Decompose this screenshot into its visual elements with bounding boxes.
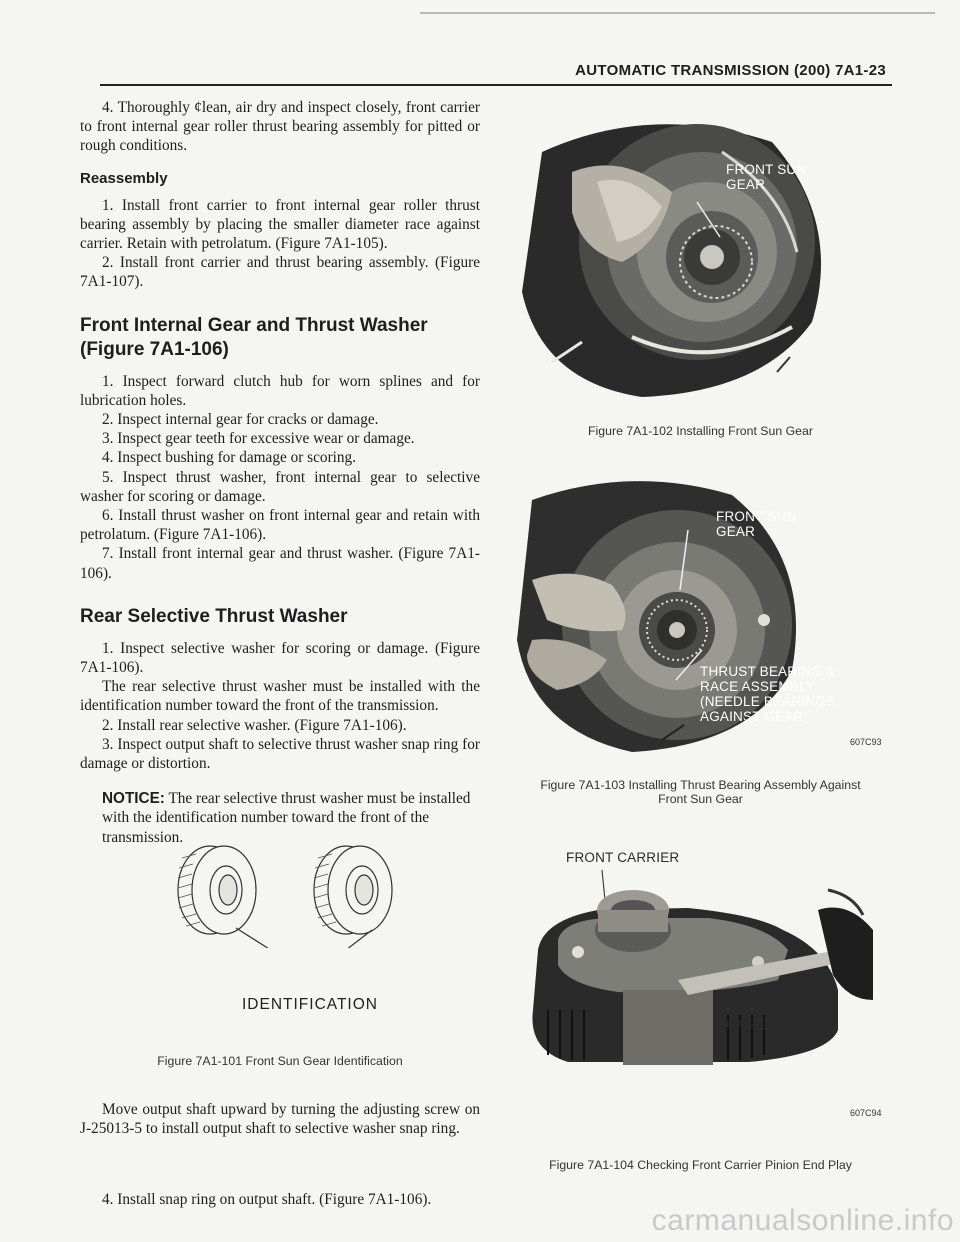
watermark: carmanualsonline.info: [651, 1204, 954, 1237]
front-internal-step: 5. Inspect thrust washer, front internal gear to selective washer for scoring or damage.: [80, 468, 480, 505]
figure-104-caption: Figure 7A1-104 Checking Front Carrier Pinion End Play: [549, 1158, 852, 1172]
move-output-shaft-para: Move output shaft upward by turning the adjusting screw on J-25013-5 to install output shaft to selective washer snap ring.: [80, 1101, 480, 1138]
final-step: 4. Install snap ring on output shaft. (Figure 7A1-106).: [102, 1191, 432, 1209]
figure-103-label-sun-gear: FRONT SUN GEAR: [716, 509, 797, 539]
reassembly-step: 1. Install front carrier to front internal gear roller thrust bearing assembly by placing the smaller diameter race against carrier. Retain with petrolatum. (Figure 7A1-105).: [80, 196, 480, 253]
front-internal-step: 3. Inspect gear teeth for excessive wear or damage.: [102, 430, 415, 448]
figure-102-caption: Figure 7A1-102 Installing Front Sun Gear: [588, 424, 813, 438]
page-title: AUTOMATIC TRANSMISSION (200) 7A1-23: [575, 62, 886, 79]
rear-selective-step: 1. Inspect selective washer for scoring or damage. (Figure 7A1-106).: [80, 639, 480, 677]
front-internal-heading: Front Internal Gear and Thrust Washer (Figure 7A1-106): [80, 314, 428, 360]
top-rule: [420, 12, 935, 14]
intro-step: 4. Thoroughly ¢lean, air dry and inspect closely, front carrier to front internal gear roller thrust bearing assembly for pitted or rough conditions.: [80, 99, 480, 155]
left-gear-drawing: [178, 846, 256, 934]
notice-text: The rear selective thrust washer must be installed with the identification number toward the front of the transmission.: [102, 790, 471, 846]
notice-label: NOTICE:: [102, 790, 165, 808]
figure-103-code: 607C93: [850, 737, 882, 747]
front-internal-step: 1. Inspect forward clutch hub for worn splines and for lubrication holes.: [80, 372, 480, 409]
identification-label: IDENTIFICATION: [242, 996, 378, 1013]
front-internal-step: 7. Install front internal gear and thrust washer. (Figure 7A1-106).: [80, 545, 480, 582]
front-internal-step: 4. Inspect bushing for damage or scoring.: [102, 449, 357, 467]
figure-104-code: 607C94: [850, 1108, 882, 1118]
figure-103-label-thrust-bearing: THRUST BEARING & RACE ASSEMBLY (NEEDLE BEARINGS AGAINST GEAR): [700, 664, 836, 724]
figure-101-caption: Figure 7A1-101 Front Sun Gear Identification: [157, 1054, 403, 1068]
rear-selective-heading: Rear Selective Thrust Washer: [80, 605, 348, 627]
rear-selective-step: 3. Inspect output shaft to selective thrust washer snap ring for damage or distortion.: [80, 735, 480, 773]
figure-104-label-front-carrier: FRONT CARRIER: [566, 850, 680, 865]
reassembly-step: 2. Install front carrier and thrust bearing assembly. (Figure 7A1-107).: [80, 254, 480, 291]
front-internal-step: 2. Inspect internal gear for cracks or damage.: [102, 411, 379, 429]
figure-102-label: FRONT SUN GEAR: [726, 162, 807, 192]
figure-104-photo: [528, 870, 878, 1070]
figure-101-drawing: [150, 838, 430, 948]
right-gear-drawing: [314, 846, 392, 934]
rear-selective-note: The rear selective thrust washer must be installed with the identification number toward the front of the transmission.: [80, 678, 480, 715]
reassembly-heading: Reassembly: [80, 169, 168, 187]
front-internal-step: 6. Install thrust washer on front internal gear and retain with petrolatum. (Figure 7A1-106).: [80, 507, 480, 544]
figure-102-photo: [512, 112, 842, 412]
page-header: [100, 60, 892, 86]
left-bottom-text: [80, 1100, 480, 1210]
left-column: [80, 98, 480, 847]
rear-selective-step: 2. Install rear selective washer. (Figure 7A1-106).: [102, 716, 407, 734]
figure-104-label-feeler-gage: FEELER GAGE: [726, 1002, 780, 1032]
figure-103-caption: Figure 7A1-103 Installing Thrust Bearing Assembly Against Front Sun Gear: [540, 778, 861, 806]
